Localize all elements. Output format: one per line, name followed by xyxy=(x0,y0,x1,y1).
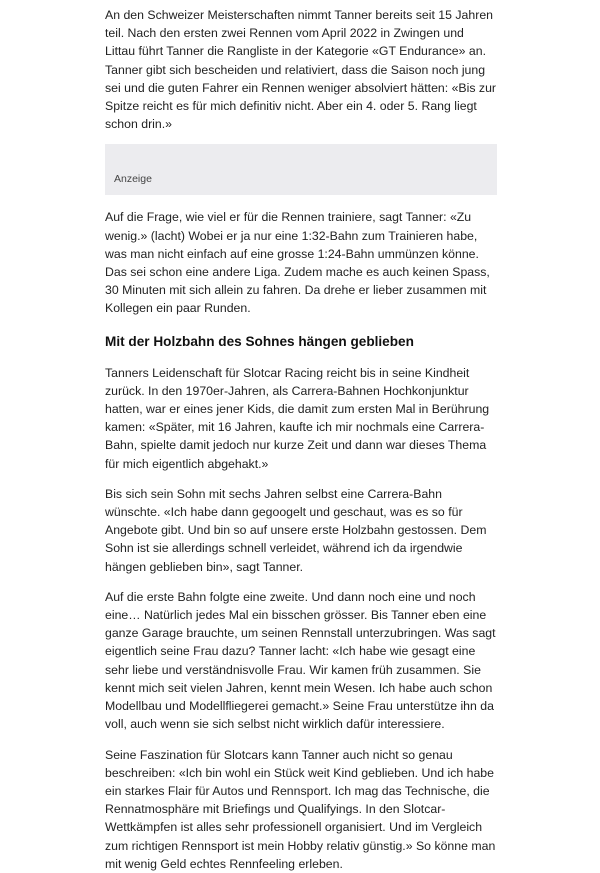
article-paragraph: Seine Faszination für Slotcars kann Tanner auch nicht so genau beschreiben: «Ich bin wohl ein Stück weit Kind geblieben. Und ich habe ein starkes Flair für Autos und Rennsport. Ich mag das Technische, die Rennatmosphäre mit Briefings und Qualifyings. In den Slotcar-Wettkämpfen ist alles sehr professionell organisiert. Und im Vergleich zum richtigen Rennsport ist mein Hobby relativ günstig.» So könne man mit wenig Geld echtes Rennfeeling erleben. xyxy=(105,747,496,871)
advertisement-box xyxy=(105,144,497,195)
article-paragraph: Bis sich sein Sohn mit sechs Jahren selbst eine Carrera-Bahn wünschte. «Ich habe dann gegoogelt und geschaut, was es so für Angebote gibt. Und bin so auf unsere erste Holzbahn gestossen. Dem Sohn ist sie allerdings schnell verleidet, während ich da irgendwie hängen geblieben bin», sagt Tanner. xyxy=(105,486,487,574)
article-paragraph: An den Schweizer Meisterschaften nimmt Tanner bereits seit 15 Jahren teil. Nach den ersten zwei Rennen vom April 2022 in Zwingen und Littau führt Tanner die Rangliste in der Kategorie «GT Endurance» an. Tanner gibt sich bescheiden und relativiert, dass die Saison noch jung sei und die guten Fahrer ein Rennen weniger absolviert hätten: «Bis zur Spitze reicht es für mich definitiv nicht. Aber ein 4. oder 5. Rang liegt schon drin.» xyxy=(105,8,497,132)
article-paragraph: Auf die Frage, wie viel er für die Rennen trainiere, sagt Tanner: «Zu wenig.» (lacht) Wobei er ja nur eine 1:32-Bahn zum Trainieren habe, was man nicht einfach auf eine grosse 1:24-Bahn ummünzen könne. Das sei schon eine andere Liga. Zudem mache es auch keinen Spass, 30 Minuten mit sich allein zu fahren. Da drehe er lieber zusammen mit Kollegen ein paar Runden. xyxy=(105,210,490,316)
article-body xyxy=(105,0,497,873)
ad-label: Anzeige xyxy=(114,173,152,186)
section-heading: Mit der Holzbahn des Sohnes hängen geblieben xyxy=(105,333,414,349)
article-paragraph: Tanners Leidenschaft für Slotcar Racing reicht bis in seine Kindheit zurück. In den 1970er-Jahren, als Carrera-Bahnen Hochkonjunktur hatten, war er eines jener Kids, die damit zum ersten Mal in Berührung kamen: «Später, mit 16 Jahren, kaufte ich mir nochmals eine Carrera-Bahn, spielte damit jedoch nur kurze Zeit und dann war dieses Thema für mich eigentlich abgehakt.» xyxy=(105,365,490,471)
article-paragraph: Auf die erste Bahn folgte eine zweite. Und dann noch eine und noch eine… Natürlich jedes Mal ein bisschen grösser. Bis Tanner eben eine ganze Garage brauchte, um seinen Rennstall unterzubringen. Was sagt eigentlich seine Frau dazu? Tanner lacht: «Ich habe wie gesagt eine sehr liebe und verständnisvolle Frau. Wir kamen früh zusammen. Sie kennt mich seit vielen Jahren, kennt mein Wesen. Ich habe auch schon Modellbau und Modellfliegerei gemacht.» Seine Frau unterstütze ihn da voll, auch wenn sie sich selbst nicht wirklich dafür interessiere. xyxy=(105,589,496,732)
